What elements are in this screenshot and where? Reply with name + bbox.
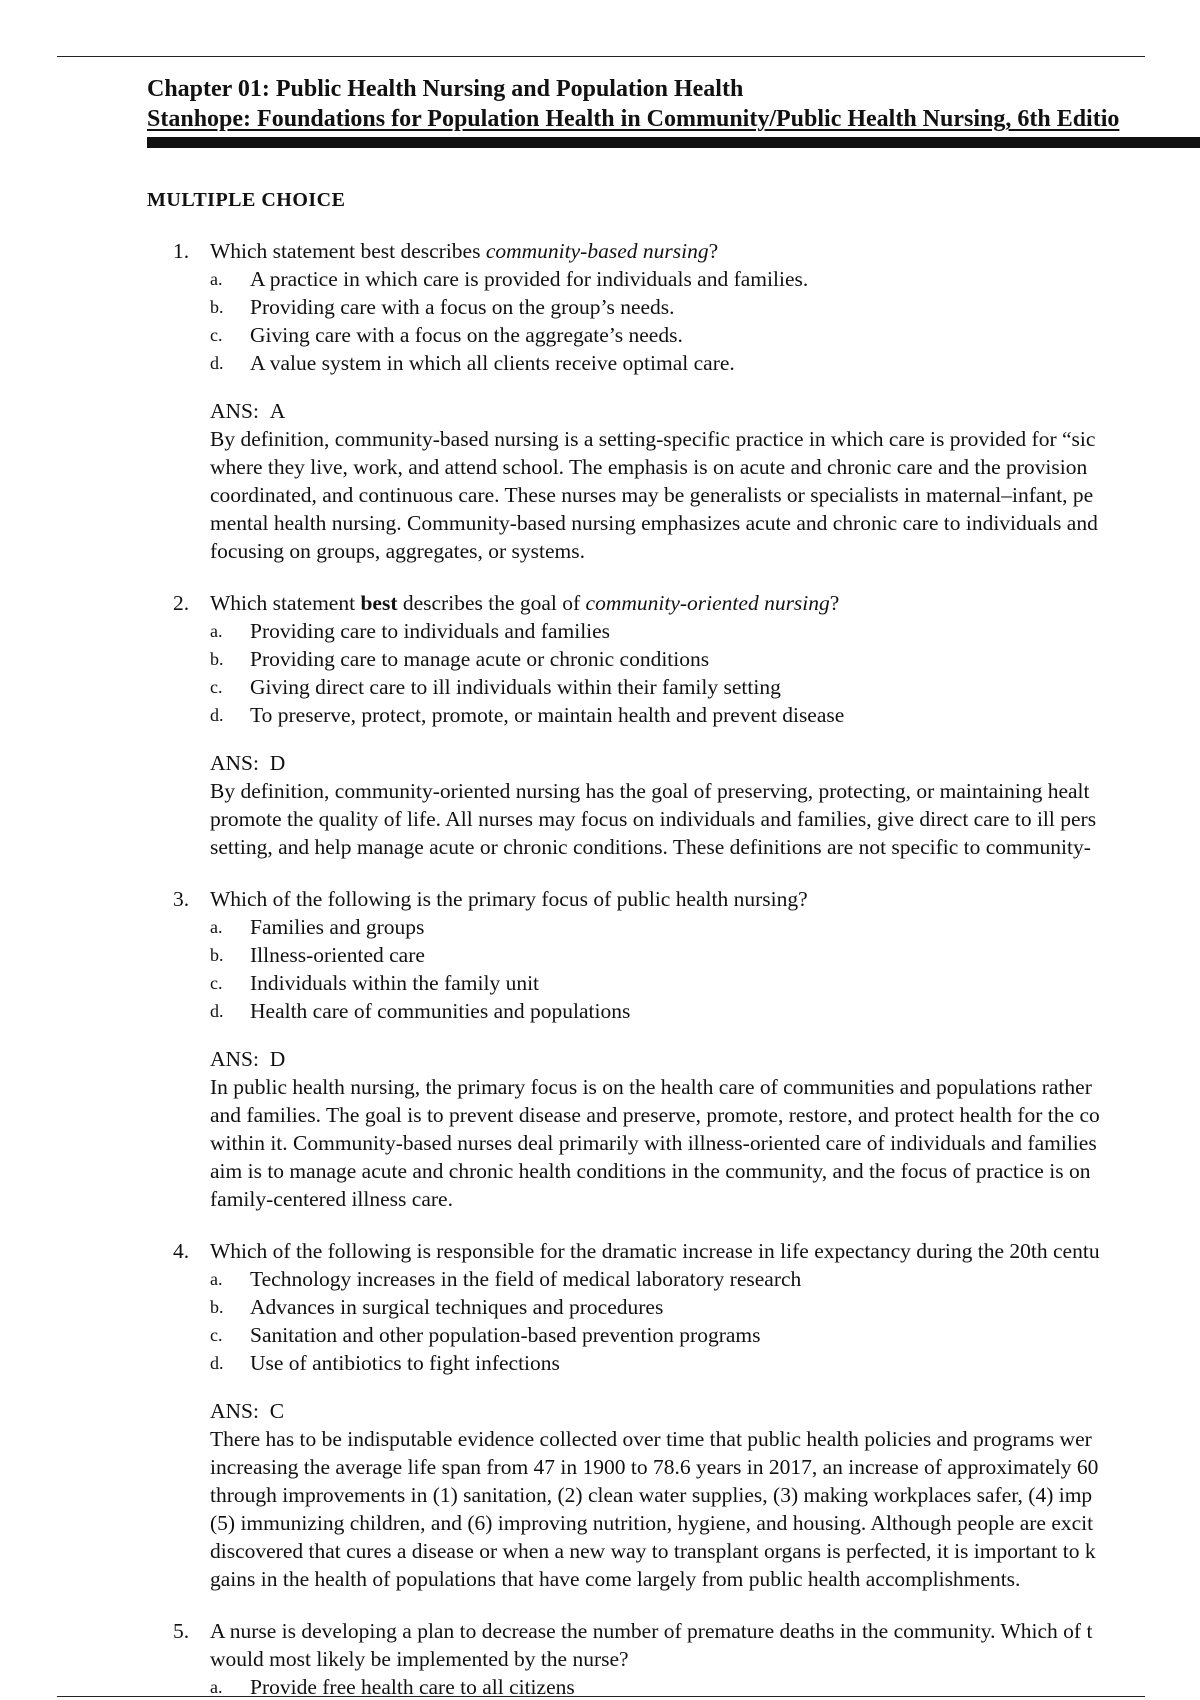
option-letter: a. bbox=[210, 269, 223, 289]
question-3 bbox=[147, 885, 1200, 1213]
option-letter: d. bbox=[210, 1353, 224, 1373]
option-d bbox=[210, 349, 1200, 377]
rationale-line: setting, and help manage acute or chronic conditions. These definitions are not specific to community- bbox=[210, 835, 1091, 859]
option-b bbox=[210, 1293, 1200, 1321]
option-d bbox=[210, 701, 1200, 729]
option-letter: c. bbox=[210, 677, 223, 697]
rationale bbox=[210, 1073, 1200, 1213]
question-number: 5. bbox=[173, 1619, 190, 1643]
stem-text: ? bbox=[829, 591, 840, 615]
option-text: A value system in which all clients receive optimal care. bbox=[250, 351, 735, 375]
rationale-line: family-centered illness care. bbox=[210, 1187, 453, 1211]
option-b bbox=[210, 293, 1200, 321]
option-text: Sanitation and other population-based prevention programs bbox=[250, 1323, 761, 1347]
rationale-line: There has to be indisputable evidence collected over time that public health policies and programs wer bbox=[210, 1427, 1092, 1451]
question-4 bbox=[147, 1237, 1200, 1593]
rationale-line: increasing the average life span from 47 in 1900 to 78.6 years in 2017, an increase of approximately 60 bbox=[210, 1455, 1099, 1479]
stem-text: Which of the following is responsible for the dramatic increase in life expectancy during the 20th centu bbox=[210, 1239, 1100, 1263]
option-b bbox=[210, 645, 1200, 673]
option-d bbox=[210, 997, 1200, 1025]
stem-text: Which statement best describes bbox=[210, 239, 486, 263]
option-a bbox=[210, 1265, 1200, 1293]
answer-value: D bbox=[269, 751, 286, 775]
chapter-title: Chapter 01: Public Health Nursing and Population Health bbox=[147, 76, 744, 102]
answer-value: C bbox=[269, 1399, 285, 1423]
option-text: To preserve, protect, promote, or maintain health and prevent disease bbox=[250, 703, 845, 727]
question-number: 1. bbox=[173, 239, 190, 263]
stem-text: Which of the following is the primary focus of public health nursing? bbox=[210, 887, 808, 911]
question-stem bbox=[147, 237, 1200, 265]
option-text: A practice in which care is provided for individuals and families. bbox=[250, 267, 809, 291]
option-c bbox=[210, 673, 1200, 701]
option-text: Providing care to manage acute or chronic conditions bbox=[250, 647, 710, 671]
option-letter: c. bbox=[210, 1325, 223, 1345]
question-number: 2. bbox=[173, 591, 190, 615]
option-c bbox=[210, 321, 1200, 349]
section-heading: MULTIPLE CHOICE bbox=[147, 189, 346, 211]
option-c bbox=[210, 969, 1200, 997]
rationale-line: By definition, community-based nursing is a setting-specific practice in which care is provided for “sic bbox=[210, 427, 1096, 451]
option-letter: d. bbox=[210, 1001, 224, 1021]
question-2 bbox=[147, 589, 1200, 861]
option-list bbox=[147, 1673, 1200, 1694]
stem-line: A nurse is developing a plan to decrease the number of premature deaths in the community. Which of t bbox=[210, 1619, 1093, 1643]
answer-block bbox=[147, 397, 1200, 565]
option-a bbox=[210, 1673, 1200, 1694]
option-letter: c. bbox=[210, 325, 223, 345]
answer-line bbox=[210, 749, 1200, 777]
option-text: Provide free health care to all citizens bbox=[250, 1675, 575, 1694]
rationale-line: within it. Community-based nurses deal primarily with illness-oriented care of individuals and families bbox=[210, 1131, 1097, 1155]
rationale-line: promote the quality of life. All nurses may focus on individuals and families, give direct care to ill pers bbox=[210, 807, 1097, 831]
option-text: Use of antibiotics to fight infections bbox=[250, 1351, 560, 1375]
rationale-line: mental health nursing. Community-based nursing emphasizes acute and chronic care to individuals and bbox=[210, 511, 1098, 535]
option-text: Providing care to individuals and families bbox=[250, 619, 611, 643]
option-list bbox=[147, 617, 1200, 729]
option-a bbox=[210, 617, 1200, 645]
rationale-line: discovered that cures a disease or when a new way to transplant organs is perfected, it is important to k bbox=[210, 1539, 1096, 1563]
option-text: Giving direct care to ill individuals within their family setting bbox=[250, 675, 781, 699]
option-list bbox=[147, 1265, 1200, 1377]
answer-label: ANS: bbox=[210, 1047, 259, 1071]
option-letter: b. bbox=[210, 297, 224, 317]
answer-block bbox=[147, 749, 1200, 861]
question-number: 4. bbox=[173, 1239, 190, 1263]
stem-bold: best bbox=[360, 591, 398, 615]
option-letter: a. bbox=[210, 917, 223, 937]
option-text: Individuals within the family unit bbox=[250, 971, 540, 995]
answer-line bbox=[210, 1397, 1200, 1425]
option-letter: b. bbox=[210, 649, 224, 669]
rationale-line: (5) immunizing children, and (6) improving nutrition, hygiene, and housing. Although people are excit bbox=[210, 1511, 1094, 1535]
option-letter: a. bbox=[210, 621, 223, 641]
option-letter: a. bbox=[210, 1677, 223, 1694]
rationale-line: In public health nursing, the primary focus is on the health care of communities and populations rather bbox=[210, 1075, 1092, 1099]
stem-emphasis: community-based nursing bbox=[485, 239, 709, 263]
option-text: Health care of communities and populations bbox=[250, 999, 631, 1023]
option-letter: b. bbox=[210, 945, 224, 965]
option-text: Illness-oriented care bbox=[250, 943, 425, 967]
option-a bbox=[210, 913, 1200, 941]
answer-block bbox=[147, 1045, 1200, 1213]
option-b bbox=[210, 941, 1200, 969]
question-1 bbox=[147, 237, 1200, 565]
book-title: Stanhope: Foundations for Population Health in Community/Public Health Nursing, 6th Editio bbox=[147, 106, 1120, 132]
rationale-line: aim is to manage acute and chronic health conditions in the community, and the focus of practice is on bbox=[210, 1159, 1091, 1183]
document-page bbox=[147, 74, 1200, 1694]
rationale-line: By definition, community-oriented nursing has the goal of preserving, protecting, or maintaining healt bbox=[210, 779, 1090, 803]
answer-block bbox=[147, 1397, 1200, 1593]
question-5 bbox=[147, 1617, 1200, 1694]
answer-label: ANS: bbox=[210, 1399, 259, 1423]
answer-value: D bbox=[269, 1047, 286, 1071]
stem-text: describes the goal of bbox=[397, 591, 586, 615]
stem-line: would most likely be implemented by the nurse? bbox=[210, 1647, 629, 1671]
answer-label: ANS: bbox=[210, 399, 259, 423]
rationale-line: where they live, work, and attend school. The emphasis is on acute and chronic care and the provision bbox=[210, 455, 1088, 479]
rationale bbox=[210, 1425, 1200, 1593]
question-number: 3. bbox=[173, 887, 190, 911]
stem-emphasis: community-oriented nursing bbox=[585, 591, 830, 615]
stem-text: Which statement bbox=[210, 591, 361, 615]
rationale bbox=[210, 777, 1200, 861]
option-list bbox=[147, 913, 1200, 1025]
option-text: Giving care with a focus on the aggregate’s needs. bbox=[250, 323, 683, 347]
option-c bbox=[210, 1321, 1200, 1349]
option-text: Technology increases in the field of medical laboratory research bbox=[250, 1267, 802, 1291]
option-text: Providing care with a focus on the group’s needs. bbox=[250, 295, 675, 319]
rationale-line: gains in the health of populations that have come largely from public health accomplishments. bbox=[210, 1567, 1021, 1591]
answer-line bbox=[210, 397, 1200, 425]
rationale bbox=[210, 425, 1200, 565]
top-rule bbox=[57, 56, 1145, 57]
stem-text: ? bbox=[708, 239, 719, 263]
option-letter: d. bbox=[210, 353, 224, 373]
option-a bbox=[210, 265, 1200, 293]
option-letter: d. bbox=[210, 705, 224, 725]
option-list bbox=[147, 265, 1200, 377]
question-stem bbox=[147, 885, 1200, 913]
option-letter: c. bbox=[210, 973, 223, 993]
option-text: Advances in surgical techniques and procedures bbox=[250, 1295, 664, 1319]
rationale-line: coordinated, and continuous care. These nurses may be generalists or specialists in maternal–infant, pe bbox=[210, 483, 1094, 507]
rationale-line: focusing on groups, aggregates, or systems. bbox=[210, 539, 585, 563]
question-list bbox=[147, 237, 1200, 1694]
rationale-line: and families. The goal is to prevent disease and preserve, promote, restore, and protect health for the co bbox=[210, 1103, 1100, 1127]
answer-line bbox=[210, 1045, 1200, 1073]
option-letter: b. bbox=[210, 1297, 224, 1317]
option-letter: a. bbox=[210, 1269, 223, 1289]
option-d bbox=[210, 1349, 1200, 1377]
rationale-line: through improvements in (1) sanitation, (2) clean water supplies, (3) making workplaces safer, (4) imp bbox=[210, 1483, 1093, 1507]
answer-label: ANS: bbox=[210, 751, 259, 775]
question-stem bbox=[147, 589, 1200, 617]
question-stem bbox=[147, 1617, 1200, 1673]
heading-rule bbox=[147, 137, 1200, 148]
question-stem bbox=[147, 1237, 1200, 1265]
bottom-rule bbox=[57, 1696, 1145, 1697]
option-text: Families and groups bbox=[250, 915, 425, 939]
answer-value: A bbox=[269, 399, 286, 423]
